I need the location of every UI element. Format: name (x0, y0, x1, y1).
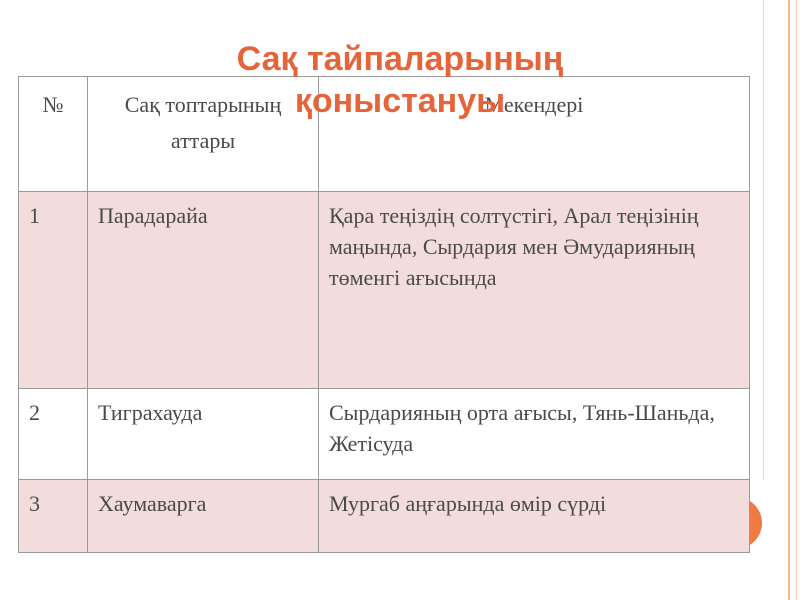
row-group-name: Парадарайа (88, 192, 319, 389)
table-row (19, 389, 750, 480)
table-row (19, 192, 750, 389)
decorative-border-line (763, 0, 764, 480)
row-group-name: Хаумаварга (88, 480, 319, 553)
decorative-border-line (788, 0, 790, 600)
slide-title-line2: қоныстануы (294, 82, 506, 120)
decorative-border-line (796, 0, 797, 600)
row-location: Сырдарияның орта ағысы, Тянь-Шаньда, Жетісуда (319, 389, 750, 480)
row-number: 2 (19, 389, 88, 480)
header-group-names: Сақ топтарының аттары (88, 77, 319, 192)
row-location: Мургаб аңғарында өмір сүрді (319, 480, 750, 553)
row-group-name: Тиграхауда (88, 389, 319, 480)
header-locations: Мекендері (319, 77, 750, 192)
header-number: № (19, 77, 88, 192)
row-number: 1 (19, 192, 88, 389)
row-location: Қара теңіздің солтүстігі, Арал теңізінің маңында, Сырдария мен Әмударияның төменгі ағысында (319, 192, 750, 389)
slide-title (160, 38, 640, 122)
table-row (19, 480, 750, 553)
row-number: 3 (19, 480, 88, 553)
slide-title-line1: Сақ тайпаларының (236, 40, 564, 78)
saka-tribes-table (18, 76, 750, 553)
